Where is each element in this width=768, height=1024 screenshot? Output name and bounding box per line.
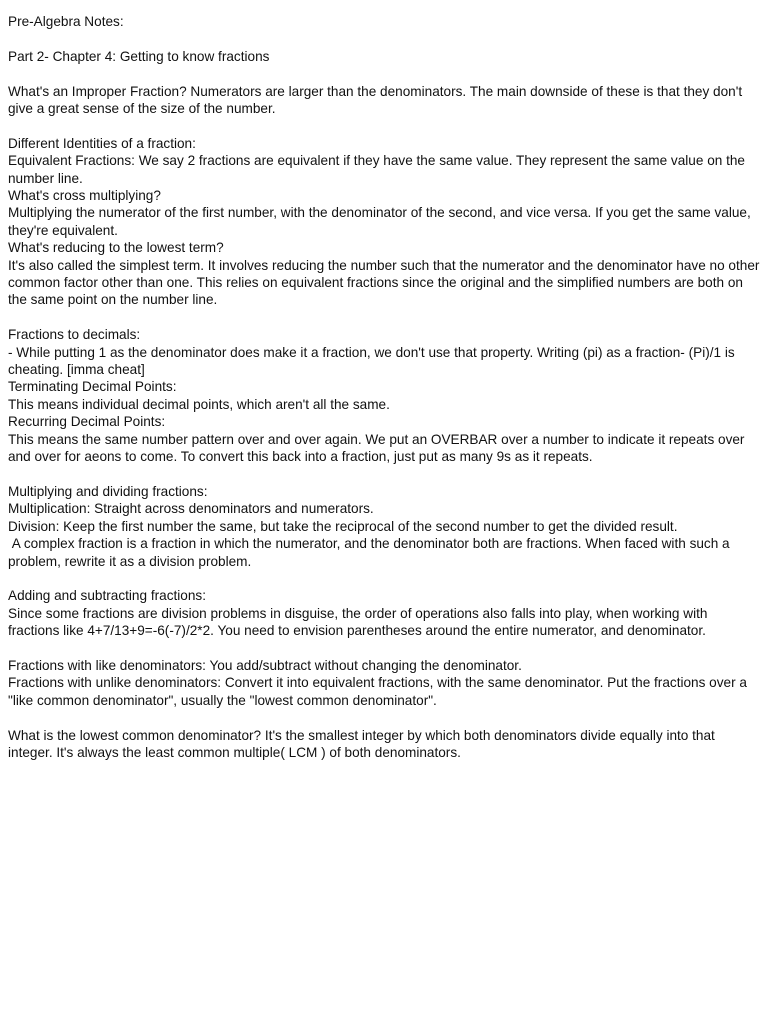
like-denominators-text: Fractions with like denominators: You add/subtract without changing the denominator. bbox=[8, 657, 522, 673]
blank-line bbox=[8, 640, 760, 657]
recurring-text: This means the same number pattern over and over again. We put an OVERBAR over a number to indicate it repeats over and over for aeons to come. To convert this back into a fraction, just put as many 9s as it repeats. bbox=[8, 431, 745, 465]
lowest-common-denominator-text: What is the lowest common denominator? It's the smallest integer by which both denominators divide equally into that integer. It's always the least common multiple( LCM ) of both denominators. bbox=[8, 727, 715, 760]
lowest-term-answer: It's also called the simplest term. It involves reducing the number such that the numerator and the denominator have no other common factor other than one. This relies on equivalent fractions since the original and the simplified numbers are both on the same point on the number line. bbox=[8, 257, 760, 308]
complex-fraction-text: A complex fraction is a fraction in which the numerator, and the denominator both are fractions. When faced with such a problem, rewrite it as a division problem. bbox=[8, 536, 734, 569]
equivalent-fractions-paragraph: Equivalent Fractions: We say 2 fractions are equivalent if they have the same value. They represent the same value on the number line. bbox=[8, 153, 745, 186]
blank-line bbox=[8, 30, 760, 47]
document-title: Pre-Algebra Notes: bbox=[8, 14, 124, 29]
blank-line bbox=[8, 570, 760, 587]
terminating-text: This means individual decimal points, which aren't all the same. bbox=[8, 396, 390, 412]
adding-subtracting-text: Since some fractions are division problems in disguise, the order of operations also falls into play, when working with fractions like 4+7/13+9=-6(-7)/2*2. You need to envision parentheses around the entire numerator, and denominator. bbox=[8, 605, 708, 639]
blank-line bbox=[8, 117, 760, 134]
unlike-denominators-text: Fractions with unlike denominators: Convert it into equivalent fractions, with the same denominator. Put the fractions over a "like common denominator", usually the "lowest common denominator". bbox=[8, 675, 747, 708]
multiplying-dividing-heading: Multiplying and dividing fractions: bbox=[8, 483, 208, 499]
improper-fraction-paragraph: What's an Improper Fraction? Numerators are larger than the denominators. The main downside of these is that they don't give a great sense of the size of the number. bbox=[8, 83, 743, 116]
blank-line bbox=[8, 466, 760, 483]
lowest-term-question: What's reducing to the lowest term? bbox=[8, 240, 224, 256]
multiplication-text: Multiplication: Straight across denominators and numerators. bbox=[8, 501, 374, 517]
identities-heading: Different Identities of a fraction: bbox=[8, 135, 196, 151]
decimals-heading: Fractions to decimals: bbox=[8, 327, 141, 343]
blank-line bbox=[8, 309, 760, 326]
decimals-note: - While putting 1 as the denominator does make it a fraction, we don't use that property. Writing (pi) as a fraction- (Pi)/1 is cheating. [imma cheat] bbox=[8, 344, 735, 378]
chapter-heading: Part 2- Chapter 4: Getting to know fractions bbox=[8, 48, 270, 64]
terminating-heading: Terminating Decimal Points: bbox=[8, 379, 177, 395]
blank-line bbox=[8, 65, 760, 82]
cross-multiplying-question: What's cross multiplying? bbox=[8, 188, 161, 204]
cross-multiplying-answer: Multiplying the numerator of the first number, with the denominator of the second, and vice versa. If you get the same value, they're equivalent. bbox=[8, 205, 751, 238]
blank-line bbox=[8, 709, 760, 726]
division-text: Division: Keep the first number the same, but take the reciprocal of the second number to get the divided result. bbox=[8, 518, 678, 534]
recurring-heading: Recurring Decimal Points: bbox=[8, 414, 166, 430]
adding-subtracting-heading: Adding and subtracting fractions: bbox=[8, 588, 206, 604]
